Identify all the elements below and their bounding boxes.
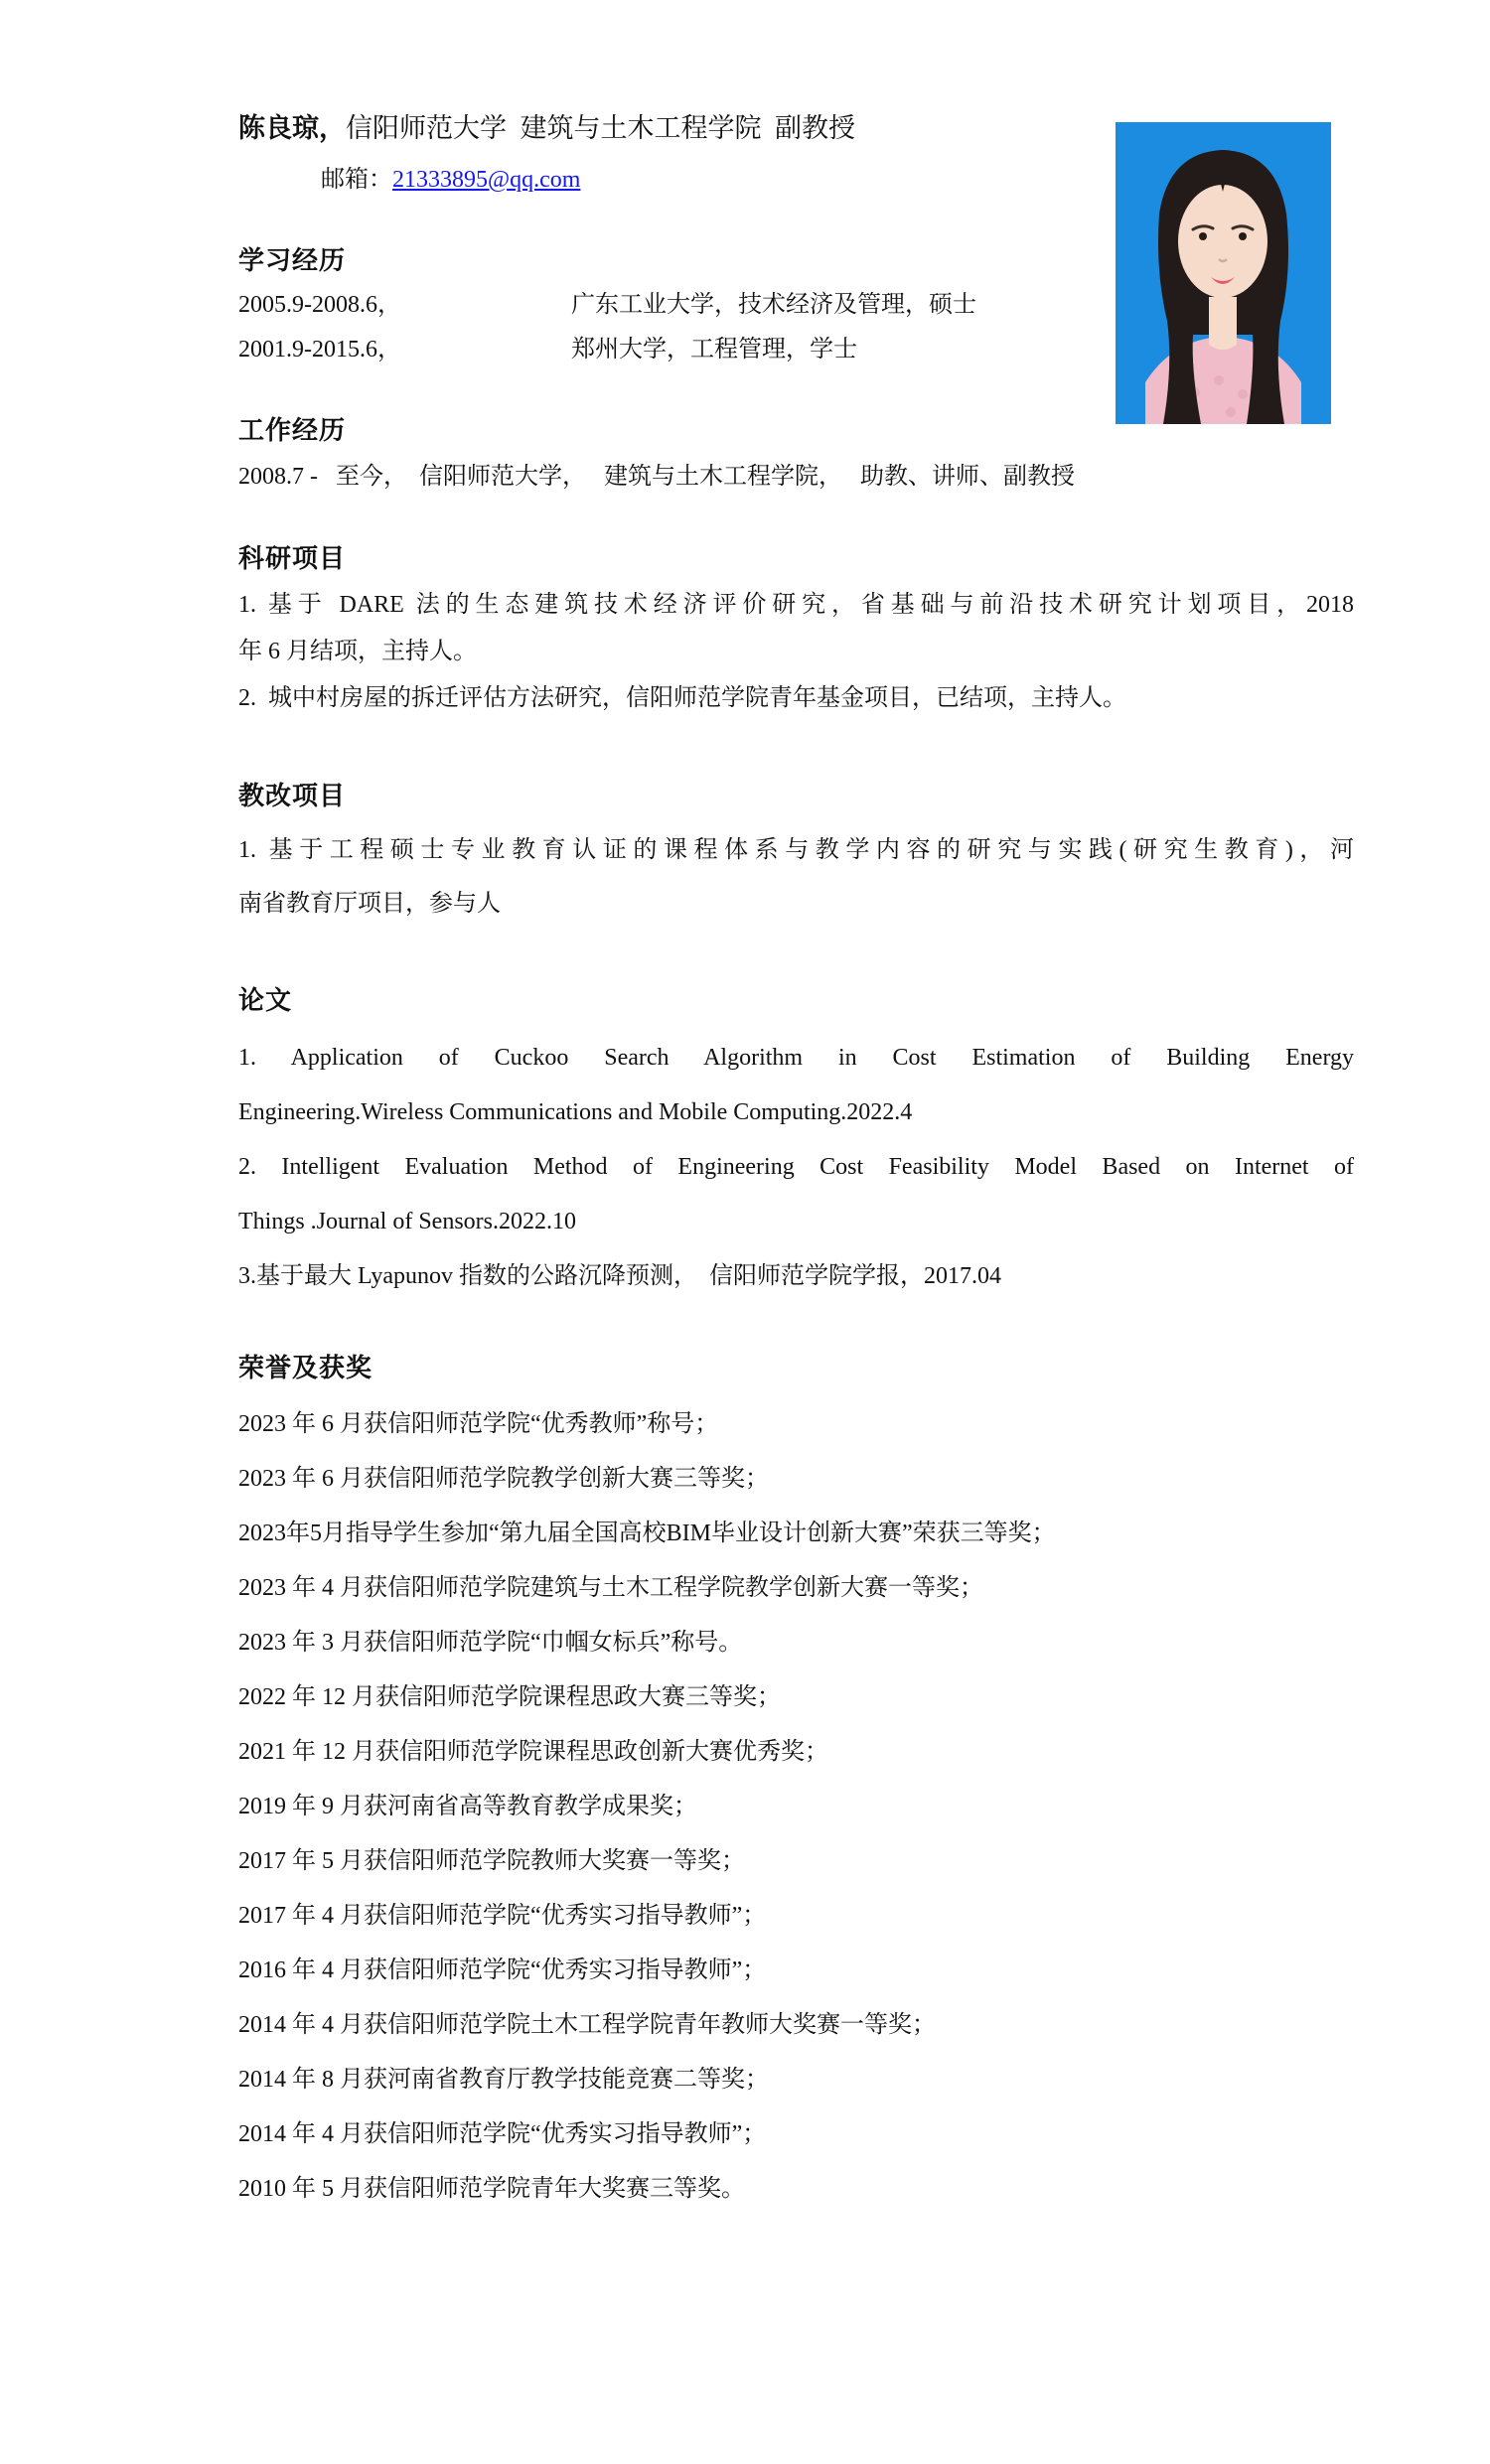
education-detail: 广东工业大学，技术经济及管理，硕士 [571, 292, 976, 318]
section-research [238, 535, 1354, 722]
email-link[interactable]: 21333895@qq.com [392, 167, 581, 193]
work-line: 2008.7 - 至今， 信阳师范大学， 建筑与土木工程学院， 助教、讲师、副教授 [238, 464, 1075, 490]
honor-line: 2023 年 3 月获信阳师范学院“巾帼女标兵”称号。 [238, 1630, 743, 1656]
honor-line: 2014 年 4 月获信阳师范学院土木工程学院青年教师大奖赛一等奖； [238, 2012, 936, 2038]
honor-line: 2010 年 5 月获信阳师范学院青年大奖赛三等奖。 [238, 2176, 745, 2202]
education-period: 2005.9-2008.6， [238, 292, 401, 318]
honor-line: 2023 年 6 月获信阳师范学院教学创新大赛三等奖； [238, 1466, 769, 1492]
honor-line: 2022 年 12 月获信阳师范学院课程思政大赛三等奖； [238, 1684, 781, 1710]
paper-line: Things .Journal of Sensors.2022.10 [238, 1209, 576, 1234]
honor-line: 2017 年 5 月获信阳师范学院教师大奖赛一等奖； [238, 1848, 745, 1874]
teaching-reform-line: 1. 基于工程硕士专业教育认证的课程体系与教学内容的研究与实践(研究生教育)，河 [238, 837, 1354, 863]
honor-line: 2016 年 4 月获信阳师范学院“优秀实习指导教师”； [238, 1957, 767, 1983]
education-row [238, 283, 1354, 328]
person-name: 陈良琼， [238, 113, 346, 143]
education-period: 2001.9-2015.6， [238, 337, 401, 362]
section-research-title: 科研项目 [238, 544, 347, 573]
education-detail: 郑州大学，工程管理，学士 [571, 337, 857, 362]
section-teaching-reform-title: 教改项目 [238, 782, 347, 810]
paper-lines [238, 1031, 1354, 1304]
section-education [238, 238, 1354, 372]
section-work [238, 408, 1354, 500]
section-honors-title: 荣誉及获奖 [238, 1354, 373, 1382]
work-lines [238, 454, 1354, 500]
paper-line: 1. Application of Cuckoo Search Algorithm in Cost Estimation of Building Energy [238, 1045, 1354, 1071]
section-education-title: 学习经历 [238, 246, 347, 275]
section-work-title: 工作经历 [238, 416, 347, 445]
honor-line: 2014 年 8 月获河南省教育厅教学技能竞赛二等奖； [238, 2067, 769, 2093]
paper-line: 3.基于最大 Lyapunov 指数的公路沉降预测， 信阳师范学院学报，2017.04 [238, 1263, 1001, 1289]
teaching-reform-line: 南省教育厅项目，参与人 [238, 891, 501, 917]
teaching-reform-lines [238, 823, 1354, 931]
honor-line: 2017 年 4 月获信阳师范学院“优秀实习指导教师”； [238, 1903, 767, 1929]
honor-line: 2019 年 9 月获河南省高等教育教学成果奖； [238, 1794, 697, 1819]
email-label: 邮箱： [321, 167, 392, 193]
section-honors [238, 1342, 1354, 2217]
honor-lines [238, 1397, 1354, 2217]
section-papers-title: 论文 [238, 986, 293, 1015]
research-line: 2. 城中村房屋的拆迁评估方法研究，信阳师范学院青年基金项目，已结项，主持人。 [238, 685, 1126, 711]
honor-line: 2023年5月指导学生参加“第九届全国高校BIM毕业设计创新大赛”荣获三等奖； [238, 1521, 1056, 1546]
honor-line: 2023 年 4 月获信阳师范学院建筑与土木工程学院教学创新大赛一等奖； [238, 1575, 983, 1601]
research-line: 年 6 月结项，主持人。 [238, 639, 477, 664]
person-affiliation: 信阳师范大学 建筑与土木工程学院 副教授 [346, 113, 855, 143]
education-row [238, 328, 1354, 372]
honor-line: 2014 年 4 月获信阳师范学院“优秀实习指导教师”； [238, 2121, 767, 2147]
honor-line: 2023 年 6 月获信阳师范学院“优秀教师”称号； [238, 1411, 719, 1437]
research-lines [238, 582, 1354, 722]
honor-line: 2021 年 12 月获信阳师范学院课程思政创新大赛优秀奖； [238, 1739, 828, 1765]
section-papers [238, 974, 1354, 1304]
education-rows [238, 283, 1354, 372]
paper-line: 2. Intelligent Evaluation Method of Engineering Cost Feasibility Model Based on Internet of [238, 1154, 1354, 1180]
paper-line: Engineering.Wireless Communications and Mobile Computing.2022.4 [238, 1099, 913, 1125]
section-teaching-reform [238, 770, 1354, 931]
research-line: 1. 基于 DARE 法的生态建筑技术经济评价研究，省基础与前沿技术研究计划项目，2018 [238, 592, 1354, 618]
